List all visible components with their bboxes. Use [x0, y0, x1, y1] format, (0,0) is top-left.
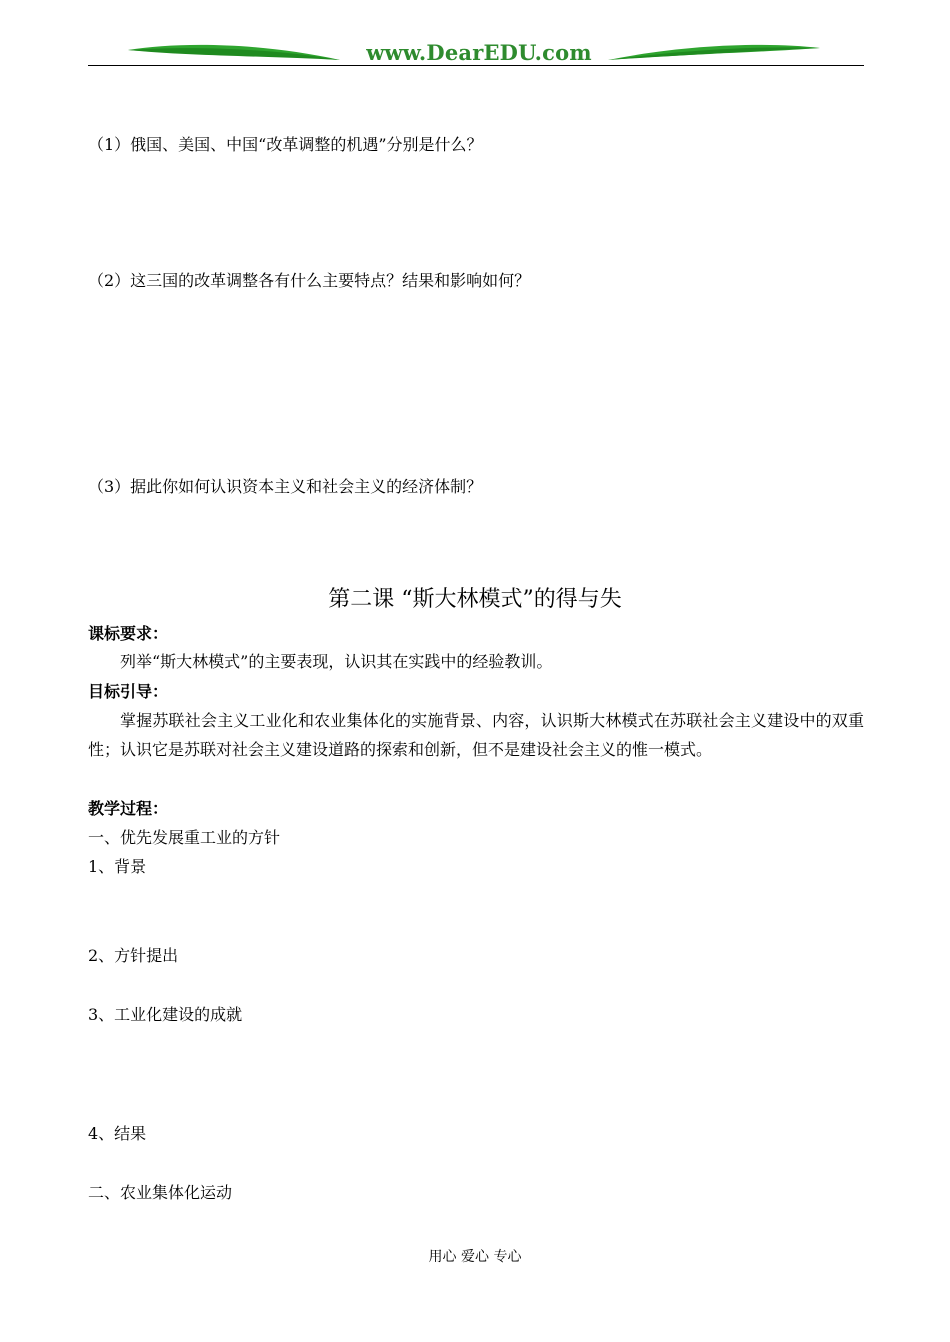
item-achievements: 3、工业化建设的成就 — [88, 1005, 243, 1024]
standard-heading: 课标要求： — [88, 624, 169, 643]
lesson-title: 第二课 “斯大林模式”的得与失 — [328, 587, 622, 612]
header-rule — [88, 65, 864, 66]
question-3: （3）据此你如何认识资本主义和社会主义的经济体制？ — [88, 477, 483, 496]
item-policy: 2、方针提出 — [88, 946, 179, 965]
goal-heading: 目标引导： — [88, 682, 169, 701]
page-footer: 用心 爱心 专心 — [428, 1249, 522, 1265]
process-heading: 教学过程： — [88, 799, 169, 818]
goal-text: 掌握苏联社会主义工业化和农业集体化的实施背景、内容，认识斯大林模式在苏联社会主义建设中的双重性；认识它是苏联对社会主义建设道路的探索和创新，但不是建设社会主义的惟一模式。 — [88, 711, 864, 759]
section-1-heading: 一、优先发展重工业的方针 — [88, 828, 281, 847]
standard-text: 列举“斯大林模式”的主要表现，认识其在实践中的经验教训。 — [120, 652, 553, 671]
section-2-heading: 二、农业集体化运动 — [88, 1183, 233, 1202]
item-result: 4、结果 — [88, 1124, 147, 1143]
item-background: 1、背景 — [88, 857, 147, 876]
brand-name: www.DearEDU.com — [366, 40, 592, 65]
question-2: （2）这三国的改革调整各有什么主要特点？结果和影响如何？ — [88, 271, 531, 290]
question-1: （1）俄国、美国、中国“改革调整的机遇”分别是什么？ — [88, 135, 483, 154]
